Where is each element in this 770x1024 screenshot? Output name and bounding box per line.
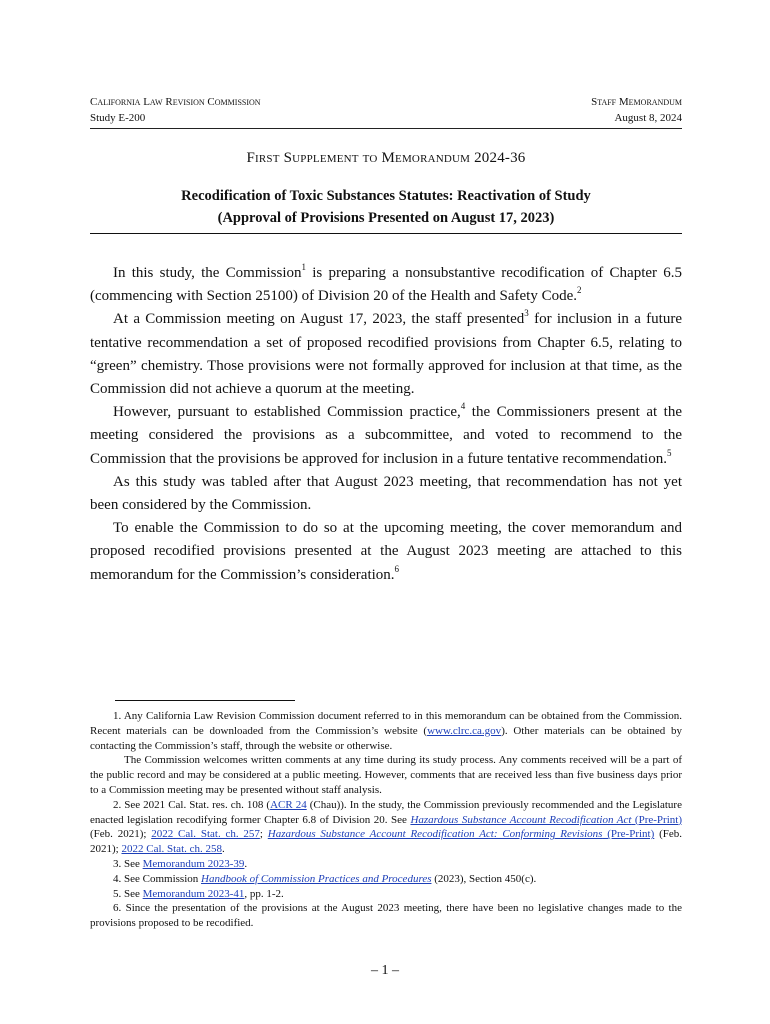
footnote-4: 4. See Commission Handbook of Commission Practices and Procedures (2023), Section 450(c). (113, 872, 537, 885)
stat-ch-257-link[interactable]: 2022 Cal. Stat. ch. 257 (151, 828, 260, 841)
header-rule (90, 128, 682, 129)
header-row-2 (90, 112, 682, 125)
footnote-6: 6. Since the presentation of the provisions at the August 2023 meeting, there have been no legislative changes made to the provisions proposed to be recodified. (90, 902, 682, 930)
subtitle-line-1: Recodification of Toxic Substances Statutes: Reactivation of Study (181, 188, 591, 204)
footnote-ref-6[interactable]: 6 (394, 563, 400, 574)
hazardous-substance-act-link[interactable]: Hazardous Substance Account Recodification Act (Pre-Print) (410, 813, 682, 826)
title-rule (90, 233, 682, 234)
memorandum-2023-41-link[interactable]: Memorandum 2023-41 (142, 887, 245, 900)
acr-24-link[interactable]: ACR 24 (270, 798, 307, 811)
footnote-rule (115, 700, 295, 701)
memo-body (90, 262, 682, 587)
footnote-ref-4[interactable]: 4 (460, 401, 466, 412)
conforming-revisions-link[interactable]: Hazardous Substance Account Recodification Act: Conforming Revisions (Pre-Print) (267, 828, 655, 841)
footnote-1-continued: The Commission welcomes written comments at any time during its study process. Any comments received will be a part of the public record and may be considered at a public meeting. However, comments that are received less than five business days prior to a Commission meeting may be presented without staff analysis. (90, 754, 682, 796)
stat-ch-258-link[interactable]: 2022 Cal. Stat. ch. 258 (121, 843, 223, 856)
footnote-ref-3[interactable]: 3 (524, 308, 529, 319)
memo-subtitle (90, 185, 682, 229)
body-paragraph-5: To enable the Commission to do so at the upcoming meeting, the cover memorandum and proposed recodified provisions presented at the August 2023 meeting are attached to this memorandum for the Commission’s consideration.$^6$ (90, 520, 682, 583)
subtitle-line-2: (Approval of Provisions Presented on August 17, 2023) (217, 210, 555, 226)
body-paragraph-1: In this study, the Commission$^1$ is preparing a nonsubstantive recodification of Chapter 6.5 (commencing with Section 25100) of Division 20 of the Health and Safety Code.$^2$ (90, 262, 682, 305)
footnote-ref-5[interactable]: 5 (666, 447, 672, 458)
body-paragraph-2: At a Commission meeting on August 17, 2023, the staff presented$^3$ for inclusion in a future tentative recommendation a set of proposed recodified provisions from Chapter 6.5, relating to “green” chemistry. Those provisions were not formally approved for inclusion at that time, as the Commission did not achieve a quorum at the meeting. (90, 308, 682, 398)
header-doc-type: Staff Memorandum (591, 96, 682, 108)
website-link[interactable]: www.clrc.ca.gov (427, 724, 502, 737)
footnote-3: 3. See Memorandum 2023-39. (113, 857, 248, 870)
footnote-5: 5. See Memorandum 2023-41, pp. 1-2. (113, 887, 284, 900)
footnotes (90, 709, 682, 931)
page-number: – 1 – (371, 963, 399, 978)
footnote-1: 1. Any California Law Revision Commission document referred to in this memorandum can be obtained from the Commission. Recent materials can be downloaded from the Commission’s website (www.clrc.ca.gov). Other materials can be obtained by contacting the Commission’s staff, through the website or otherwise. (90, 710, 682, 752)
handbook-link[interactable]: Handbook of Commission Practices and Procedures (201, 872, 432, 885)
memo-title: First Supplement to Memorandum 2024-36 (246, 150, 526, 166)
body-paragraph-3: However, pursuant to established Commission practice,$^4$ the Commissioners present at the meeting considered the provisions as a subcommittee, and voted to recommend to the Commission that the provisions be approved for inclusion in a future tentative recommendation.$^5$ (90, 401, 682, 467)
footnote-ref-1[interactable]: 1 (301, 262, 307, 272)
memorandum-2023-39-link[interactable]: Memorandum 2023-39 (142, 857, 245, 870)
header-date: August 8, 2024 (614, 112, 682, 124)
body-paragraph-4: As this study was tabled after that August 2023 meeting, that recommendation has not yet been considered by the Commission. (90, 473, 682, 514)
footnote-ref-2[interactable]: 2 (577, 285, 582, 296)
header-org: California Law Revision Commission (90, 96, 261, 108)
header-row-1 (90, 96, 682, 109)
header-study: Study E-200 (90, 112, 146, 124)
footnote-2: 2. See 2021 Cal. Stat. res. ch. 108 (ACR 24 (Chau)). In the study, the Commission previously recommended and the Legislature enacted legislation recodifying former Chapter 6.8 of Division 20. See Hazardous Substance Account Recodification Act (Pre-Print) (Feb. 2021); 2022 Cal. Stat. ch. 257; Hazardous Substance Account Recodification Act: Conforming Revisions (Pre-Print) (Feb. 2021); 2022 Cal. Stat. ch. 258. (90, 798, 682, 856)
